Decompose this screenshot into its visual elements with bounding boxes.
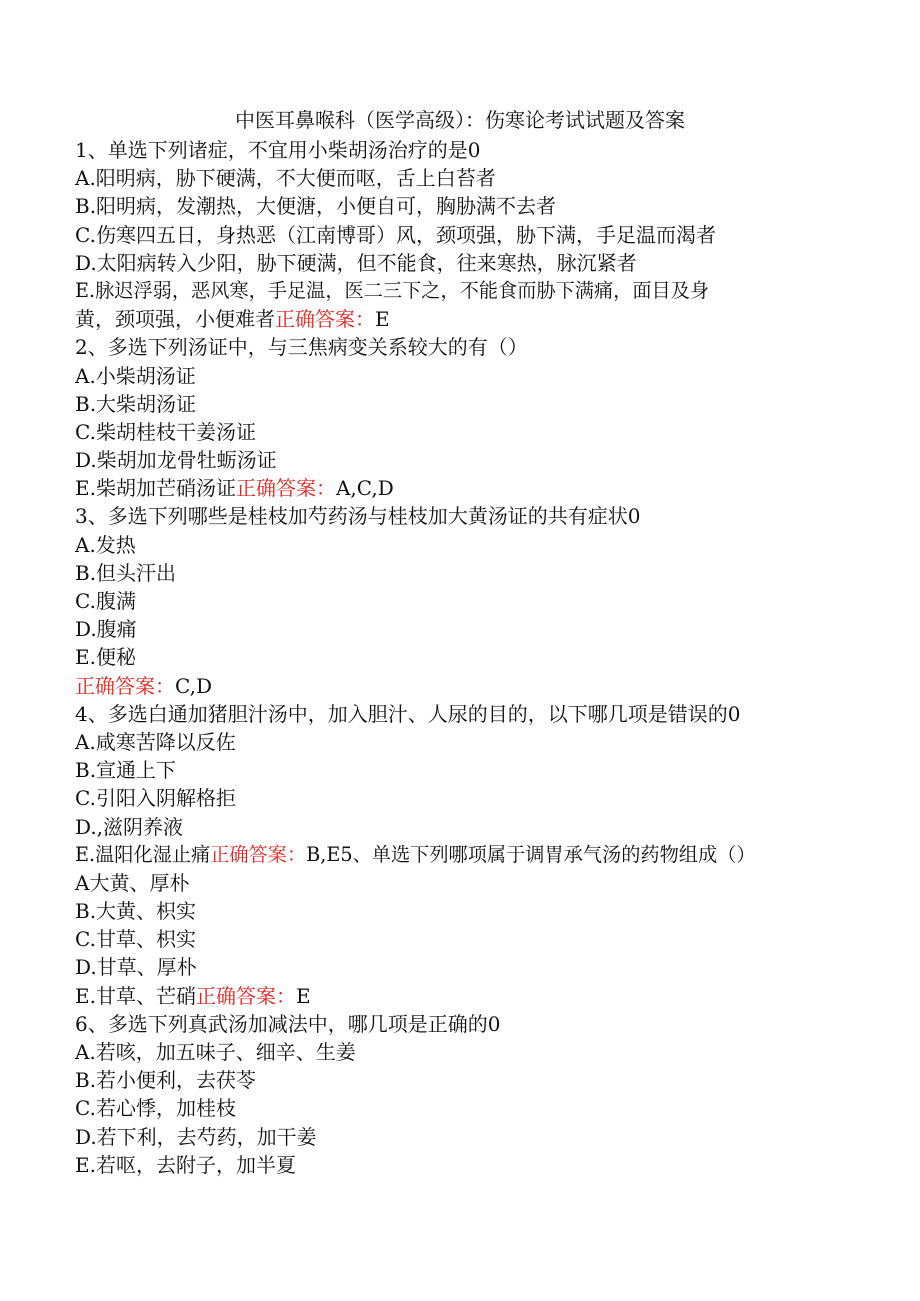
option-text: E.甘草、芒硝 (75, 983, 196, 1008)
option-a: A.若咳，加五味子、细辛、生姜 (75, 1040, 356, 1064)
option-text: 黄，颈项强，小便难者 (75, 307, 275, 332)
option-e: E.便秘 (75, 645, 136, 670)
option-e: E.若呕，去附子，加半夏 (75, 1152, 296, 1177)
answer-label: 正确答案： (75, 673, 175, 698)
option-b: B.但头汗出 (75, 560, 177, 585)
option-a: A.咸寒苦降以反佐 (75, 729, 236, 754)
option-c: C.腹满 (75, 589, 136, 613)
question-stem: 3、多选下列哪些是桂枝加芍药汤与桂枝加大黄汤证的共有症状0 (75, 504, 641, 529)
answer-value: E (375, 307, 390, 332)
option-e (75, 841, 835, 869)
option-a: A.发热 (75, 532, 136, 557)
question-stem: 5、单选下列哪项属于调胃承气汤的药物组成（） (340, 842, 756, 866)
answer-label: 正确答案： (210, 842, 307, 866)
option-b: B.大黄、枳实 (75, 899, 197, 924)
question-stem: 6、多选下列真武汤加减法中，哪几项是正确的0 (75, 1011, 501, 1036)
option-d: D.太阳病转入少阳，胁下硬满，但不能食，往来寒热，脉沉紧者 (75, 250, 637, 275)
option-e: E.脉迟浮弱，恶风寒，手足温，医二三下之，不能食而胁下满痛，面目及身 (75, 278, 710, 302)
option-c: C.柴胡桂枝干姜汤证 (75, 419, 256, 444)
answer-label: 正确答案： (235, 476, 336, 501)
option-d: D.柴胡加龙骨牡蛎汤证 (75, 448, 277, 473)
option-d: D.若下利，去芍药，加干姜 (75, 1124, 317, 1149)
question-stem: 2、多选下列汤证中，与三焦病变关系较大的有（） (75, 335, 528, 360)
option-d: D.,滋阴养液 (75, 814, 184, 839)
answer-label: 正确答案： (195, 983, 296, 1008)
option-c: C.甘草、枳实 (75, 927, 196, 952)
option-a: A.小柴胡汤证 (75, 363, 196, 388)
answer-value: C,D (175, 673, 212, 698)
option-c: C.若心悸，加桂枝 (75, 1096, 236, 1121)
answer-label: 正确答案： (275, 307, 375, 332)
document-title: 中医耳鼻喉科（医学高级）：伤寒论考试试题及答案 (235, 108, 685, 132)
option-a: A.阳明病，胁下硬满，不大便而呕，舌上白苔者 (75, 166, 496, 191)
option-b: B.阳明病，发潮热，大便溏，小便自可，胸胁满不去者 (75, 194, 557, 219)
option-d: D.甘草、厚朴 (75, 955, 197, 980)
option-e (75, 474, 835, 502)
option-text: E.柴胡加芒硝汤证 (75, 476, 236, 501)
answer-value: E (295, 983, 311, 1008)
answer-value: B,E (306, 842, 341, 866)
answer-value: A,C,D (335, 476, 394, 501)
option-text: E.温阳化湿止痛 (75, 842, 211, 866)
option-a: A大黄、厚朴 (75, 870, 190, 895)
option-b: B.宣通上下 (75, 758, 177, 783)
option-e (75, 982, 835, 1010)
option-b: B.大柴胡汤证 (75, 391, 197, 416)
option-c: C.引阳入阴解格拒 (75, 786, 236, 811)
option-b: B.若小便利，去茯苓 (75, 1068, 257, 1093)
question-stem: 1、单选下列诸症，不宜用小柴胡汤治疗的是0 (75, 138, 481, 162)
option-c: C.伤寒四五日，身热恶（江南博哥）风，颈项强，胁下满，手足温而渴者 (75, 222, 716, 247)
question-stem: 4、多选白通加猪胆汁汤中，加入胆汁、人尿的目的，以下哪几项是错误的0 (75, 701, 741, 726)
option-e-continued (75, 305, 835, 333)
option-d: D.腹痛 (75, 617, 137, 642)
question-list (75, 136, 835, 1179)
answer-line (75, 672, 835, 700)
